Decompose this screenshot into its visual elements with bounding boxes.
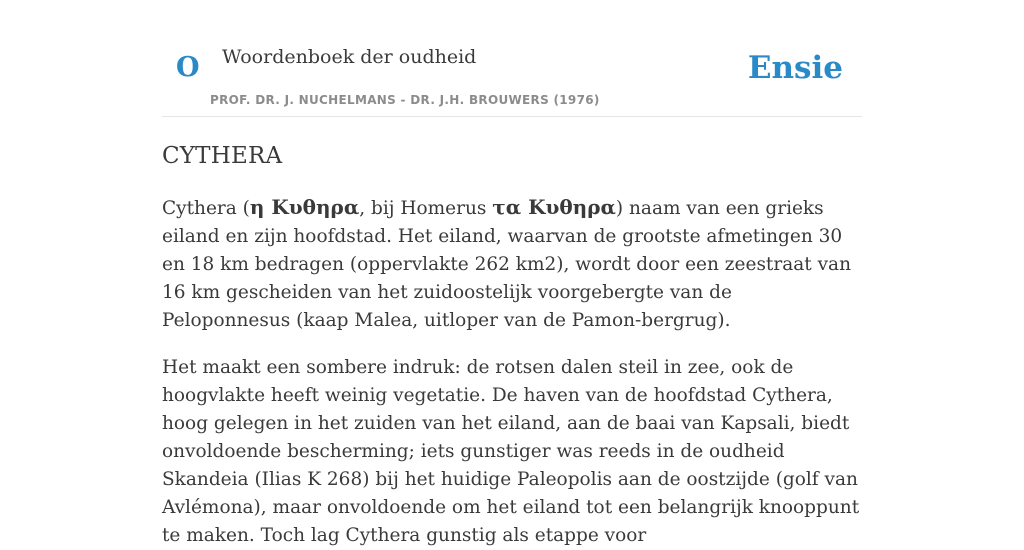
ensie-logo-link[interactable]: Ensie xyxy=(747,50,843,86)
book-title[interactable]: Woordenboek der oudheid xyxy=(222,46,477,68)
paragraph-text: , bij Homerus xyxy=(359,198,493,219)
entry-content xyxy=(162,193,862,550)
letter-index-badge[interactable]: O xyxy=(176,52,200,83)
greek-term: τα Κυθηρα xyxy=(492,195,616,219)
paragraph-text: ) naam van een grieks eiland en zijn hoofdstad. Het eiland, waarvan de grootste afmetingen 30 en 18 km bedragen (oppervlakte 262 km2), wordt door een zeestraat van 16 km gescheiden van het zuidoostelijk voorgebergte van de Peloponnesus (kaap Malea, uitloper van de Pamon-bergrug). xyxy=(162,198,851,331)
book-authors: PROF. DR. J. NUCHELMANS - DR. J.H. BROUWERS (1976) xyxy=(210,93,600,107)
page-header xyxy=(162,0,862,117)
paragraph-text: Cythera ( xyxy=(162,198,250,219)
page xyxy=(162,0,862,550)
greek-term: η Κυθηρα xyxy=(249,195,360,219)
entry-paragraph-2: Het maakt een sombere indruk: de rotsen dalen steil in zee, ook de hoogvlakte heeft weinig vegetatie. De haven van de hoofdstad Cythera, hoog gelegen in het zuiden van het eiland, aan de baai van Kapsali, biedt onvoldoende bescherming; iets gunstiger was reeds in de oudheid Skandeia (Ilias K 268) bij het huidige Paleopolis aan de oostzijde (golf van Avlémona), maar onvoldoende om het eiland tot een belangrijk knooppunt te maken. Toch lag Cythera gunstig als etappe voor xyxy=(162,357,860,546)
entry-title: CYTHERA xyxy=(162,143,283,169)
entry-paragraph-1 xyxy=(162,193,862,335)
